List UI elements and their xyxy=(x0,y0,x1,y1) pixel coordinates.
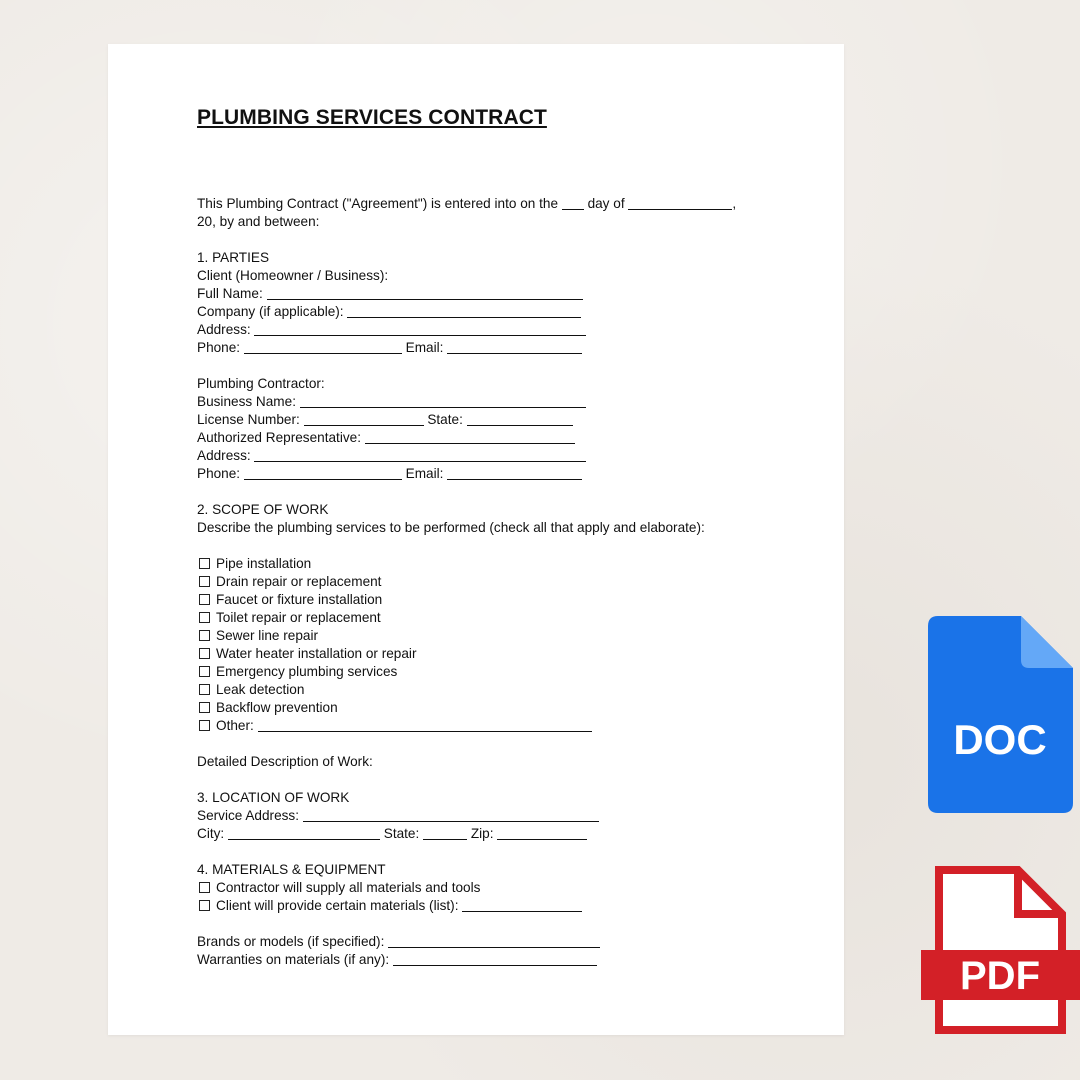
checklist-item[interactable] xyxy=(197,681,817,699)
contractor-email-field[interactable] xyxy=(447,466,582,480)
business-name-field[interactable] xyxy=(300,394,586,408)
document-body xyxy=(197,195,817,969)
contractor-address-row xyxy=(197,447,817,465)
checklist-item[interactable] xyxy=(197,555,817,573)
business-name-row xyxy=(197,393,817,411)
city-field[interactable] xyxy=(228,826,380,840)
checklist-item-label: Toilet repair or replacement xyxy=(216,610,381,625)
brands-row xyxy=(197,933,817,951)
brands-field[interactable] xyxy=(388,934,600,948)
checkbox[interactable] xyxy=(199,630,210,641)
client-full-name-row xyxy=(197,285,817,303)
authorized-rep-row xyxy=(197,429,817,447)
company-label: Company (if applicable): xyxy=(197,304,344,319)
checkbox[interactable] xyxy=(199,684,210,695)
materials-heading: 4. MATERIALS & EQUIPMENT xyxy=(197,862,386,877)
checklist-item-label: Faucet or fixture installation xyxy=(216,592,383,607)
license-number-label: License Number: xyxy=(197,412,300,427)
contractor-heading: Plumbing Contractor: xyxy=(197,376,325,391)
intro-line-2: 20, by and between: xyxy=(197,214,320,229)
doc-label: DOC xyxy=(953,716,1047,763)
day-blank[interactable] xyxy=(562,196,584,210)
license-row xyxy=(197,411,817,429)
checklist-item-label: Sewer line repair xyxy=(216,628,318,643)
scope-description: Describe the plumbing services to be performed (check all that apply and elaborate): xyxy=(197,520,705,535)
checklist-item[interactable] xyxy=(197,699,817,717)
phone-label: Phone: xyxy=(197,340,241,355)
checklist-item-other[interactable] xyxy=(197,717,817,735)
license-state-field[interactable] xyxy=(467,412,573,426)
checklist-item-label: Drain repair or replacement xyxy=(216,574,382,589)
checklist-item[interactable] xyxy=(197,591,817,609)
license-state-label: State: xyxy=(427,412,463,427)
pdf-label: PDF xyxy=(960,954,1040,998)
checklist-item[interactable] xyxy=(197,645,817,663)
other-label: Other: xyxy=(216,718,254,733)
location-heading: 3. LOCATION OF WORK xyxy=(197,790,350,805)
materials-option-label: Client will provide certain materials (list): xyxy=(216,898,459,913)
intro-text: This Plumbing Contract ("Agreement") is entered into on the xyxy=(197,196,558,211)
checklist-item[interactable] xyxy=(197,609,817,627)
service-address-row xyxy=(197,807,817,825)
city-state-zip-row xyxy=(197,825,817,843)
document-page xyxy=(108,44,844,1035)
state-field[interactable] xyxy=(423,826,467,840)
client-address-field[interactable] xyxy=(254,322,586,336)
license-number-field[interactable] xyxy=(304,412,424,426)
checklist-item-label: Water heater installation or repair xyxy=(216,646,417,661)
checklist-item-label: Emergency plumbing services xyxy=(216,664,398,679)
client-phone-field[interactable] xyxy=(244,340,402,354)
checkbox[interactable] xyxy=(199,702,210,713)
checkbox[interactable] xyxy=(199,594,210,605)
checkbox[interactable] xyxy=(199,720,210,731)
client-email-field[interactable] xyxy=(447,340,582,354)
contractor-phone-row xyxy=(197,465,817,483)
pdf-file-icon xyxy=(921,866,1080,1034)
client-phone-row xyxy=(197,339,817,357)
document-title: PLUMBING SERVICES CONTRACT xyxy=(197,106,547,129)
checkbox[interactable] xyxy=(199,648,210,659)
client-heading: Client (Homeowner / Business): xyxy=(197,268,389,283)
zip-label: Zip: xyxy=(470,826,494,841)
checklist-item-label: Pipe installation xyxy=(216,556,312,571)
doc-file-icon xyxy=(928,616,1073,813)
checklist-item[interactable] xyxy=(197,573,817,591)
authorized-rep-label: Authorized Representative: xyxy=(197,430,361,445)
full-name-label: Full Name: xyxy=(197,286,263,301)
scope-checklist xyxy=(197,555,817,735)
checkbox[interactable] xyxy=(199,900,210,911)
address-label: Address: xyxy=(197,448,251,463)
service-address-label: Service Address: xyxy=(197,808,299,823)
checkbox[interactable] xyxy=(199,576,210,587)
email-label: Email: xyxy=(405,340,444,355)
warranties-label: Warranties on materials (if any): xyxy=(197,952,390,967)
checklist-item[interactable] xyxy=(197,627,817,645)
scope-heading: 2. SCOPE OF WORK xyxy=(197,502,329,517)
authorized-rep-field[interactable] xyxy=(365,430,575,444)
business-name-label: Business Name: xyxy=(197,394,296,409)
brands-label: Brands or models (if specified): xyxy=(197,934,385,949)
city-label: City: xyxy=(197,826,225,841)
intro-line-1: This Plumbing Contract ("Agreement") is entered into on the day of , xyxy=(197,196,737,211)
zip-field[interactable] xyxy=(497,826,587,840)
client-company-row xyxy=(197,303,817,321)
detailed-description-label: Detailed Description of Work: xyxy=(197,754,373,769)
state-label: State: xyxy=(383,826,420,841)
month-blank[interactable] xyxy=(628,196,732,210)
warranties-row xyxy=(197,951,817,969)
contractor-phone-field[interactable] xyxy=(244,466,402,480)
client-materials-field[interactable] xyxy=(462,898,582,912)
checkbox[interactable] xyxy=(199,612,210,623)
checkbox[interactable] xyxy=(199,666,210,677)
client-full-name-field[interactable] xyxy=(267,286,583,300)
address-label: Address: xyxy=(197,322,251,337)
checkbox[interactable] xyxy=(199,882,210,893)
warranties-field[interactable] xyxy=(393,952,597,966)
checklist-item[interactable] xyxy=(197,663,817,681)
materials-option-client[interactable] xyxy=(197,897,817,915)
contractor-address-field[interactable] xyxy=(254,448,586,462)
materials-option-contractor[interactable] xyxy=(197,879,817,897)
client-address-row xyxy=(197,321,817,339)
phone-label: Phone: xyxy=(197,466,241,481)
day-of-label: day of xyxy=(587,196,625,211)
checkbox[interactable] xyxy=(199,558,210,569)
other-field[interactable] xyxy=(258,718,592,732)
parties-heading: 1. PARTIES xyxy=(197,250,270,265)
email-label: Email: xyxy=(405,466,444,481)
checklist-item-label: Leak detection xyxy=(216,682,305,697)
service-address-field[interactable] xyxy=(303,808,599,822)
checklist-item-label: Backflow prevention xyxy=(216,700,338,715)
materials-option-label: Contractor will supply all materials and tools xyxy=(216,880,481,895)
client-company-field[interactable] xyxy=(347,304,581,318)
